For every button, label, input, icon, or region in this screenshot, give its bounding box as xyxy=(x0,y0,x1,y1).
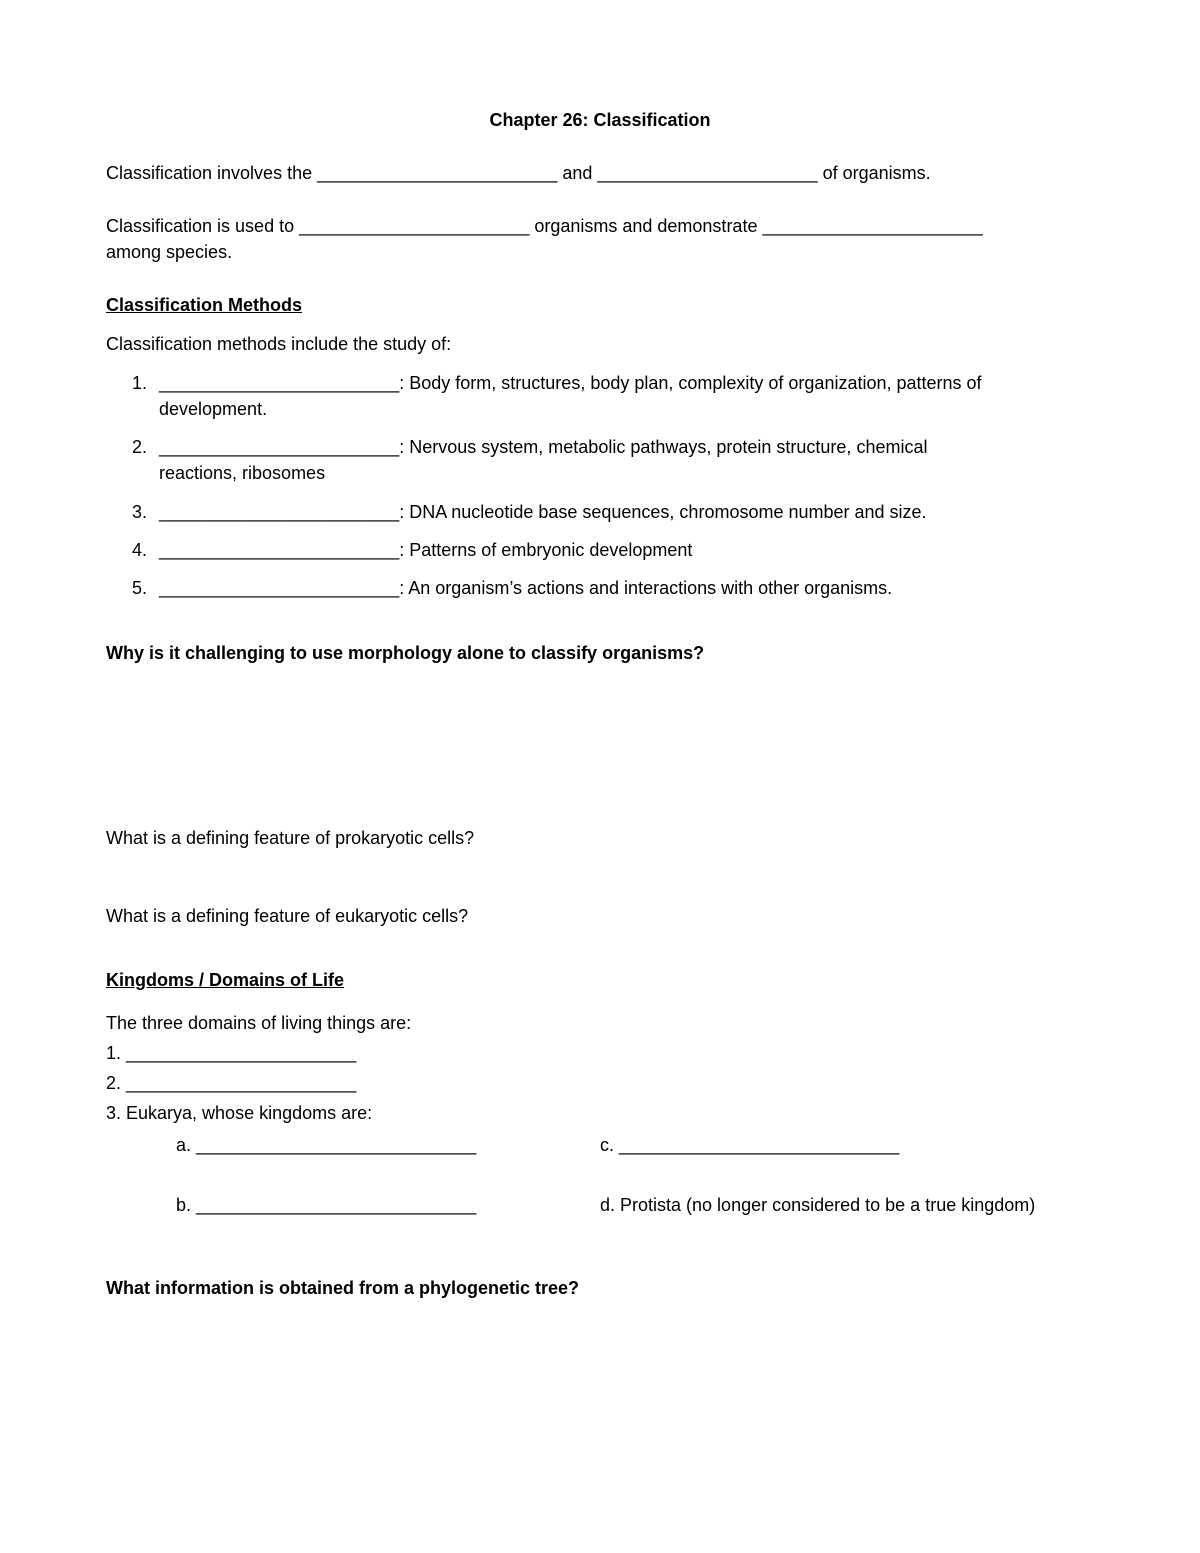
intro-line-2-continued: among species. xyxy=(106,242,233,262)
question-morphology: Why is it challenging to use morphology alone to classify organisms? xyxy=(106,643,705,663)
method-item-1-text: ________________________: Body form, structures, body plan, complexity of organization, patterns of xyxy=(159,373,982,393)
intro-line-1: Classification involves the ________________________ and ______________________ of organisms. xyxy=(106,163,931,183)
method-item-2-number: 2. xyxy=(132,437,148,457)
domain-2-blank: 2. _______________________ xyxy=(106,1073,357,1093)
method-item-2-continued: reactions, ribosomes xyxy=(159,463,326,483)
kingdoms-heading: Kingdoms / Domains of Life xyxy=(106,970,345,990)
method-item-5-number: 5. xyxy=(132,578,148,598)
domain-1-blank: 1. _______________________ xyxy=(106,1043,357,1063)
question-eukaryotic: What is a defining feature of eukaryotic cells? xyxy=(106,906,469,926)
method-item-2-text: ________________________: Nervous system, metabolic pathways, protein structure, chemical xyxy=(159,437,928,457)
intro-line-2: Classification is used to _______________________ organisms and demonstrate ______________________ xyxy=(106,216,983,236)
kingdom-c-blank: c. ____________________________ xyxy=(600,1135,900,1155)
methods-heading: Classification Methods xyxy=(106,295,303,315)
kingdom-a-blank: a. ____________________________ xyxy=(176,1135,477,1155)
page-title: Chapter 26: Classification xyxy=(489,110,711,130)
methods-lead: Classification methods include the study of: xyxy=(106,334,452,354)
method-item-3-text: ________________________: DNA nucleotide base sequences, chromosome number and size. xyxy=(159,502,927,522)
domain-3-eukarya: 3. Eukarya, whose kingdoms are: xyxy=(106,1103,373,1123)
method-item-5-text: ________________________: An organism’s actions and interactions with other organisms. xyxy=(159,578,893,598)
method-item-4-number: 4. xyxy=(132,540,148,560)
kingdom-b-blank: b. ____________________________ xyxy=(176,1195,477,1215)
method-item-1-number: 1. xyxy=(132,373,148,393)
kingdom-d-protista: d. Protista (no longer considered to be a true kingdom) xyxy=(600,1195,1036,1215)
method-item-4-text: ________________________: Patterns of embryonic development xyxy=(159,540,693,560)
method-item-1-continued: development. xyxy=(159,399,268,419)
kingdoms-lead: The three domains of living things are: xyxy=(106,1013,412,1033)
question-phylogenetic-tree: What information is obtained from a phylogenetic tree? xyxy=(106,1278,580,1298)
method-item-3-number: 3. xyxy=(132,502,148,522)
question-prokaryotic: What is a defining feature of prokaryotic cells? xyxy=(106,828,475,848)
